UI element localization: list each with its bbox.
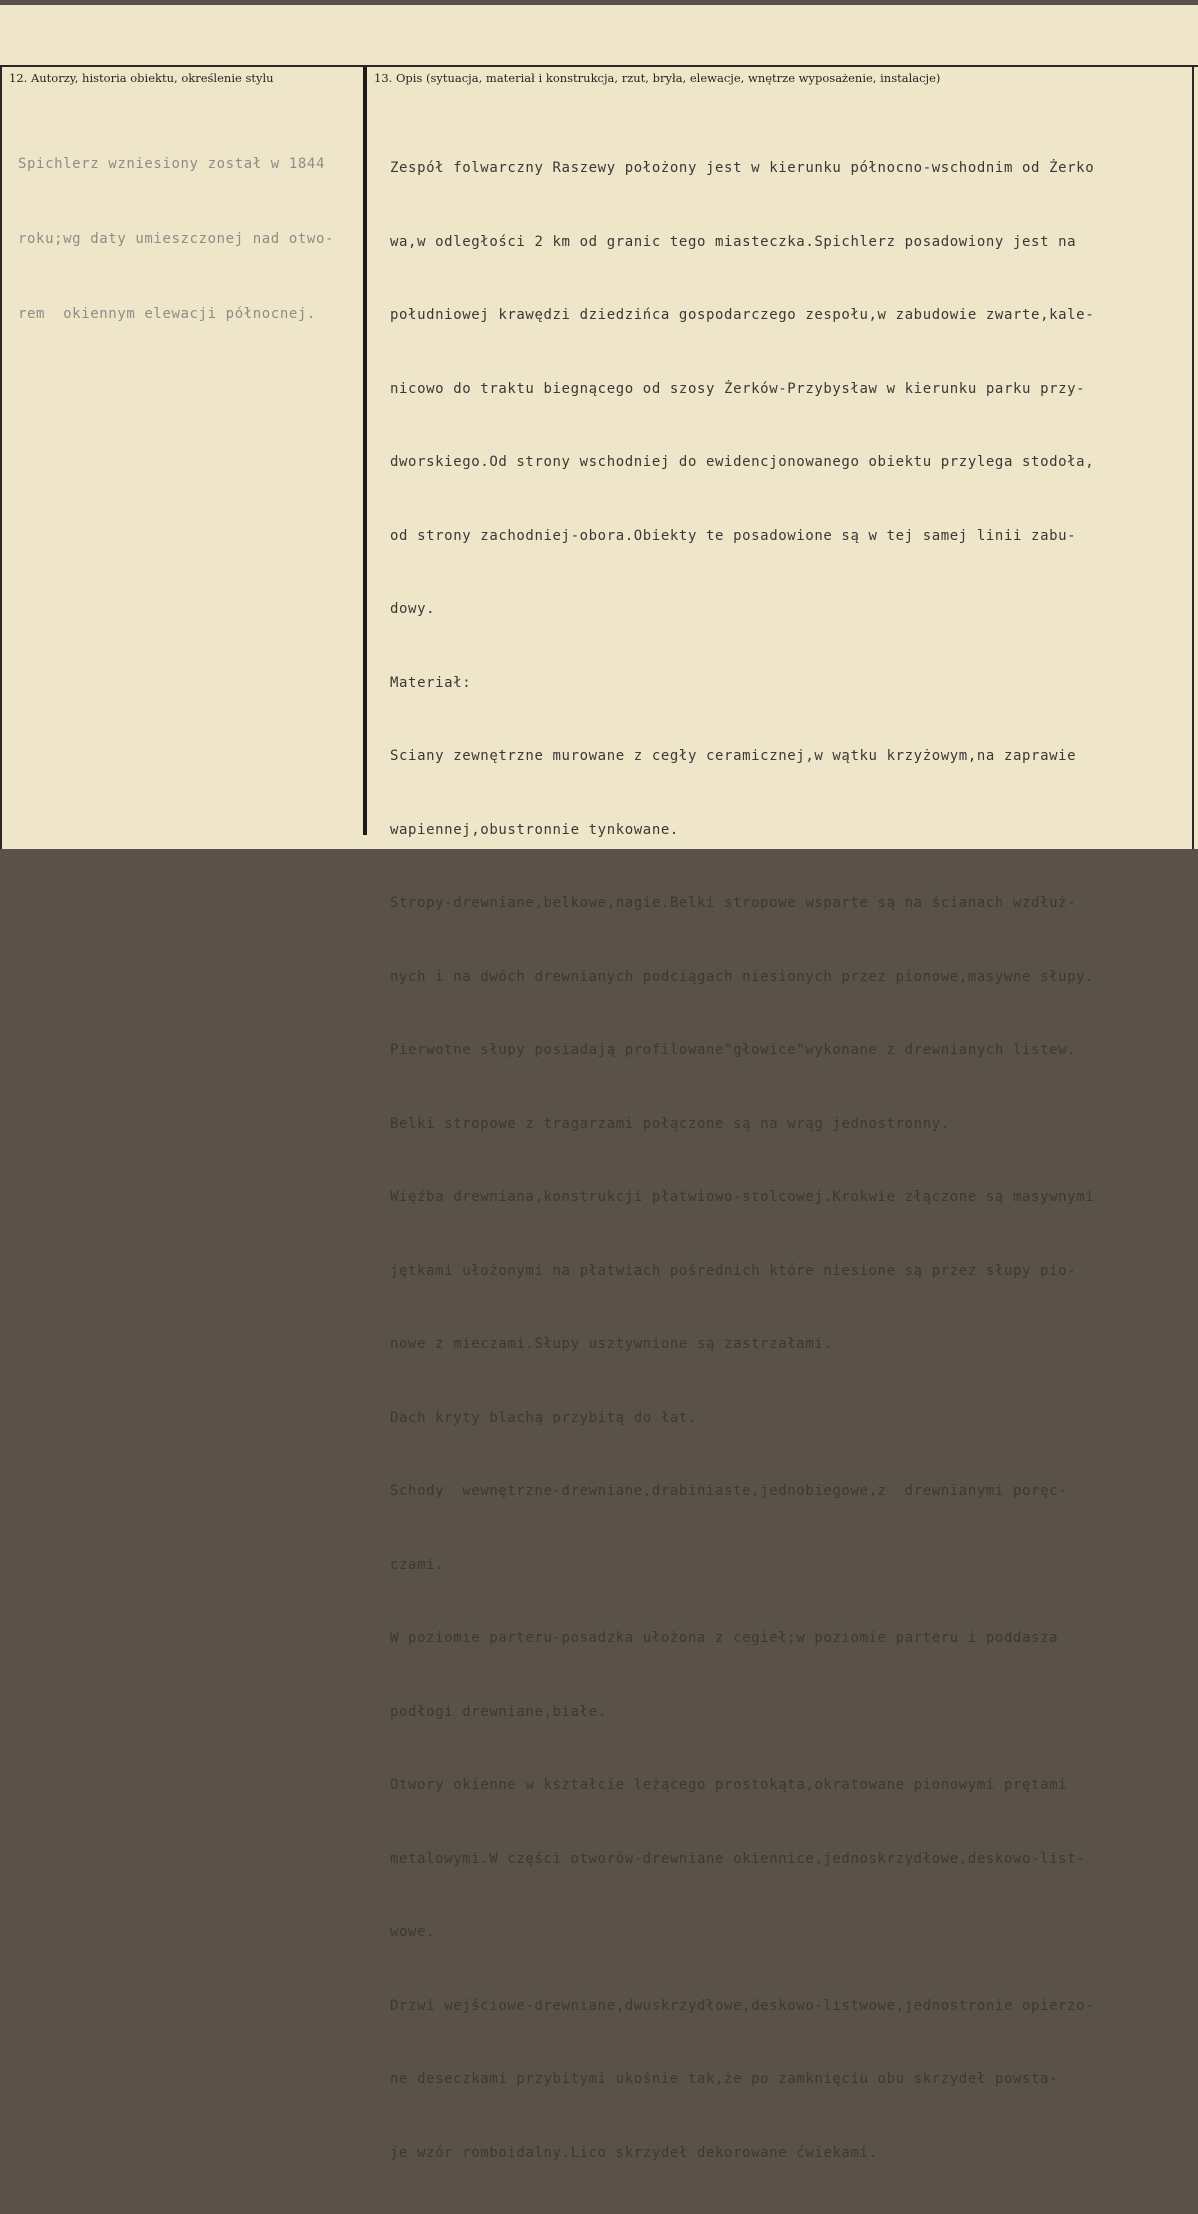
- text-line: Spichlerz wzniesiony został w 1844: [18, 156, 325, 172]
- text-line: Pierwotne słupy posiadają profilowane"głowice"wykonane z drewnianych listew.: [390, 1042, 1077, 1058]
- text-line: nicowo do traktu biegnącego od szosy Żerków-Przybysław w kierunku parku przy-: [390, 380, 1086, 397]
- text-line: czami.: [390, 1556, 445, 1573]
- section-13-title: 13. Opis (sytuacja, materiał i konstrukcja, rzut, bryła, elewacje, wnętrze wyposażenie, instalacje): [374, 71, 941, 85]
- text-line: Schody wewnętrzne-drewniane,drabiniaste,jednobiegowe,z drewnianymi poręc-: [390, 1483, 1068, 1499]
- text-line: od strony zachodniej-obora.Obiekty te posadowione są w tej samej linii zabu-: [390, 527, 1077, 544]
- text-line: W poziomie parteru-posadzka ułożona z cegieł;w poziomie parteru i poddasza: [390, 1630, 1059, 1646]
- text-line: nych i na dwóch drewnianych podciągach niesionych przez pionowe,masywne słupy.: [390, 968, 1095, 985]
- text-line: Zespół folwarczny Raszewy położony jest w kierunku północno-wschodnim od Żerko: [390, 160, 1095, 176]
- section-12-text: [18, 102, 334, 377]
- text-line: dworskiego.Od strony wschodniej do ewidencjonowanego obiektu przylega stodoła,: [390, 454, 1095, 470]
- right-border: [1192, 65, 1194, 849]
- text-line: metalowymi.W części otworów-drewniane okiennice,jednoskrzydłowe,deskowo-list-: [390, 1850, 1086, 1867]
- section-13-text: [390, 107, 1094, 2214]
- text-line: wowe.: [390, 1924, 436, 1940]
- record-card: [0, 5, 1198, 2161]
- text-line: nowe z mieczami.Słupy usztywnione są zastrzałami.: [390, 1336, 833, 1352]
- text-line: podłogi drewniane,białe.: [390, 1703, 607, 1720]
- text-line: roku;wg daty umieszczonej nad otwo-: [18, 231, 335, 247]
- section-12-title: 12. Autorzy, historia obiektu, określenie stylu: [9, 71, 274, 85]
- text-line: wa,w odległości 2 km od granic tego miasteczka.Spichlerz posadowiony jest na: [390, 233, 1077, 250]
- text-line: południowej krawędzi dziedzińca gospodarczego zespołu,w zabudowie zwarte,kale-: [390, 307, 1095, 323]
- text-line: Sciany zewnętrzne murowane z cegły ceramicznej,w wątku krzyżowym,na zaprawie: [390, 748, 1077, 764]
- text-line: Dach kryty blachą przybitą do łat.: [390, 1409, 697, 1426]
- text-line: wapiennej,obustronnie tynkowane.: [390, 821, 679, 838]
- text-line: ne deseczkami przybitymi ukośnie tak,że po zamknięciu obu skrzydeł powsta-: [390, 2071, 1059, 2087]
- text-line: jętkami ułożonymi na płatwiach pośrednich które niesione są przez słupy pio-: [390, 1262, 1077, 1279]
- left-border: [0, 65, 2, 849]
- text-line: Drzwi wejściowe-drewniane,dwuskrzydłowe,deskowo-listwowe,jednostronie opierzo-: [390, 1997, 1095, 2014]
- text-line: Materiał:: [390, 674, 472, 691]
- text-line: rem okiennym elewacji północnej.: [18, 306, 316, 322]
- column-divider: [363, 67, 367, 835]
- text-line: je wzór romboidalny.Lico skrzydeł dekorowane ćwiekami.: [390, 2144, 878, 2161]
- top-rule: [0, 65, 1198, 67]
- text-line: Stropy-drewniane,belkowe,nagie.Belki stropowe wsparte są na ścianach wzdłuż-: [390, 895, 1077, 911]
- text-line: Więźba drewniana,konstrukcji płatwiowo-stolcowej.Krokwie złączone są masywnymi: [390, 1189, 1095, 1205]
- text-line: Belki stropowe z tragarzami połączone są na wrąg jednostronny.: [390, 1115, 950, 1132]
- text-line: dowy.: [390, 601, 436, 617]
- text-line: Otwory okienne w kształcie leżącego prostokąta,okratowane pionowymi prętami: [390, 1777, 1068, 1793]
